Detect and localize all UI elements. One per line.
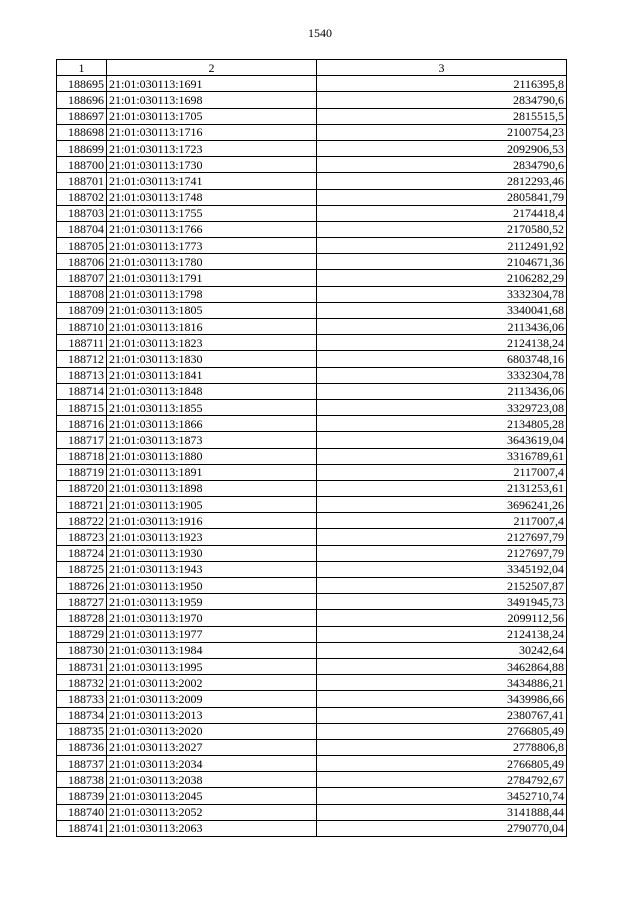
row-number-cell: 188700: [57, 157, 107, 173]
row-number-cell: 188712: [57, 351, 107, 367]
cadastral-number-cell: 21:01:030113:1748: [107, 189, 317, 205]
row-number-cell: 188725: [57, 561, 107, 577]
cadastral-number-cell: 21:01:030113:1970: [107, 610, 317, 626]
cadastral-number-cell: 21:01:030113:2063: [107, 820, 317, 836]
table-row: [57, 221, 567, 237]
value-cell: 3643619,04: [317, 432, 567, 448]
table-row: [57, 788, 567, 804]
table-row: [57, 497, 567, 513]
cadastral-number-cell: 21:01:030113:1798: [107, 286, 317, 302]
row-number-cell: 188727: [57, 594, 107, 610]
value-cell: 2127697,79: [317, 545, 567, 561]
table-row: [57, 545, 567, 561]
row-number-cell: 188726: [57, 578, 107, 594]
cadastral-number-cell: 21:01:030113:1841: [107, 367, 317, 383]
row-number-cell: 188723: [57, 529, 107, 545]
cadastral-number-cell: 21:01:030113:2002: [107, 675, 317, 691]
row-number-cell: 188699: [57, 140, 107, 156]
cadastral-number-cell: 21:01:030113:1873: [107, 432, 317, 448]
cadastral-number-cell: 21:01:030113:2045: [107, 788, 317, 804]
row-number-cell: 188720: [57, 480, 107, 496]
table-row: [57, 383, 567, 399]
cadastral-number-cell: 21:01:030113:1905: [107, 497, 317, 513]
table-row: [57, 140, 567, 156]
row-number-cell: 188735: [57, 723, 107, 739]
cadastral-number-cell: 21:01:030113:2009: [107, 691, 317, 707]
row-number-cell: 188717: [57, 432, 107, 448]
value-cell: 3439986,66: [317, 691, 567, 707]
table-row: [57, 254, 567, 270]
table-row: [57, 416, 567, 432]
row-number-cell: 188719: [57, 464, 107, 480]
value-cell: 2778806,8: [317, 739, 567, 755]
row-number-cell: 188715: [57, 399, 107, 415]
cadastral-number-cell: 21:01:030113:1723: [107, 140, 317, 156]
table-row: [57, 432, 567, 448]
cadastral-number-cell: 21:01:030113:1977: [107, 626, 317, 642]
table-row: [57, 92, 567, 108]
table-row: [57, 319, 567, 335]
table-row: [57, 351, 567, 367]
row-number-cell: 188728: [57, 610, 107, 626]
row-number-cell: 188714: [57, 383, 107, 399]
cadastral-number-cell: 21:01:030113:1691: [107, 76, 317, 92]
table-row: [57, 302, 567, 318]
table-row: [57, 124, 567, 140]
table-row: [57, 205, 567, 221]
cadastral-number-cell: 21:01:030113:1716: [107, 124, 317, 140]
value-cell: 2113436,06: [317, 319, 567, 335]
value-cell: 3332304,78: [317, 286, 567, 302]
cadastral-number-cell: 21:01:030113:1898: [107, 480, 317, 496]
value-cell: 2805841,79: [317, 189, 567, 205]
column-header-2: 2: [107, 60, 317, 76]
row-number-cell: 188696: [57, 92, 107, 108]
row-number-cell: 188734: [57, 707, 107, 723]
table-row: [57, 448, 567, 464]
value-cell: 3696241,26: [317, 497, 567, 513]
value-cell: 2106282,29: [317, 270, 567, 286]
cadastral-number-cell: 21:01:030113:1730: [107, 157, 317, 173]
value-cell: 3332304,78: [317, 367, 567, 383]
row-number-cell: 188702: [57, 189, 107, 205]
row-number-cell: 188704: [57, 221, 107, 237]
cadastral-number-cell: 21:01:030113:1855: [107, 399, 317, 415]
row-number-cell: 188731: [57, 658, 107, 674]
value-cell: 3329723,08: [317, 399, 567, 415]
cadastral-number-cell: 21:01:030113:1805: [107, 302, 317, 318]
row-number-cell: 188738: [57, 772, 107, 788]
cadastral-number-cell: 21:01:030113:1741: [107, 173, 317, 189]
cadastral-number-cell: 21:01:030113:1984: [107, 642, 317, 658]
table-row: [57, 610, 567, 626]
value-cell: 2124138,24: [317, 335, 567, 351]
value-cell: 2099112,56: [317, 610, 567, 626]
value-cell: 2104671,36: [317, 254, 567, 270]
row-number-cell: 188737: [57, 756, 107, 772]
table-row: [57, 238, 567, 254]
value-cell: 2170580,52: [317, 221, 567, 237]
cadastral-number-cell: 21:01:030113:1705: [107, 108, 317, 124]
value-cell: 3316789,61: [317, 448, 567, 464]
value-cell: 2124138,24: [317, 626, 567, 642]
table-row: [57, 480, 567, 496]
value-cell: 2834790,6: [317, 157, 567, 173]
row-number-cell: 188705: [57, 238, 107, 254]
cadastral-number-cell: 21:01:030113:1866: [107, 416, 317, 432]
cadastral-number-cell: 21:01:030113:2027: [107, 739, 317, 755]
cadastral-number-cell: 21:01:030113:1959: [107, 594, 317, 610]
value-cell: 2834790,6: [317, 92, 567, 108]
cadastral-number-cell: 21:01:030113:2013: [107, 707, 317, 723]
table-row: [57, 286, 567, 302]
table-row: [57, 367, 567, 383]
row-number-cell: 188695: [57, 76, 107, 92]
table-row: [57, 76, 567, 92]
value-cell: 2174418,4: [317, 205, 567, 221]
row-number-cell: 188713: [57, 367, 107, 383]
row-number-cell: 188701: [57, 173, 107, 189]
table-row: [57, 658, 567, 674]
value-cell: 2116395,8: [317, 76, 567, 92]
value-cell: 3141888,44: [317, 804, 567, 820]
cadastral-number-cell: 21:01:030113:2020: [107, 723, 317, 739]
value-cell: 2112491,92: [317, 238, 567, 254]
cadastral-number-cell: 21:01:030113:1923: [107, 529, 317, 545]
cadastral-number-cell: 21:01:030113:2038: [107, 772, 317, 788]
table-row: [57, 820, 567, 836]
cadastral-number-cell: 21:01:030113:1791: [107, 270, 317, 286]
cadastral-number-cell: 21:01:030113:1930: [107, 545, 317, 561]
value-cell: 3491945,73: [317, 594, 567, 610]
value-cell: 3345192,04: [317, 561, 567, 577]
table-row: [57, 335, 567, 351]
table-row: [57, 578, 567, 594]
cadastral-number-cell: 21:01:030113:2052: [107, 804, 317, 820]
row-number-cell: 188698: [57, 124, 107, 140]
value-cell: 2812293,46: [317, 173, 567, 189]
cadastral-number-cell: 21:01:030113:1995: [107, 658, 317, 674]
row-number-cell: 188708: [57, 286, 107, 302]
cadastral-number-cell: 21:01:030113:1830: [107, 351, 317, 367]
table-row: [57, 707, 567, 723]
value-cell: 2113436,06: [317, 383, 567, 399]
value-cell: 2815515,5: [317, 108, 567, 124]
table-row: [57, 108, 567, 124]
row-number-cell: 188741: [57, 820, 107, 836]
table-body: [57, 76, 567, 837]
table-row: [57, 739, 567, 755]
cadastral-value-table: [56, 59, 567, 837]
table-row: [57, 529, 567, 545]
column-header-1: 1: [57, 60, 107, 76]
table-row: [57, 675, 567, 691]
row-number-cell: 188703: [57, 205, 107, 221]
table-row: [57, 561, 567, 577]
row-number-cell: 188697: [57, 108, 107, 124]
table-row: [57, 804, 567, 820]
cadastral-number-cell: 21:01:030113:1848: [107, 383, 317, 399]
value-cell: 30242,64: [317, 642, 567, 658]
row-number-cell: 188711: [57, 335, 107, 351]
row-number-cell: 188710: [57, 319, 107, 335]
value-cell: 2134805,28: [317, 416, 567, 432]
value-cell: 2131253,61: [317, 480, 567, 496]
value-cell: 2766805,49: [317, 723, 567, 739]
cadastral-number-cell: 21:01:030113:1816: [107, 319, 317, 335]
page-number: 1540: [308, 26, 332, 40]
row-number-cell: 188740: [57, 804, 107, 820]
cadastral-number-cell: 21:01:030113:1891: [107, 464, 317, 480]
value-cell: 2117007,4: [317, 513, 567, 529]
table-row: [57, 513, 567, 529]
cadastral-number-cell: 21:01:030113:1773: [107, 238, 317, 254]
row-number-cell: 188724: [57, 545, 107, 561]
row-number-cell: 188732: [57, 675, 107, 691]
cadastral-number-cell: 21:01:030113:2034: [107, 756, 317, 772]
row-number-cell: 188730: [57, 642, 107, 658]
row-number-cell: 188729: [57, 626, 107, 642]
row-number-cell: 188716: [57, 416, 107, 432]
value-cell: 2790770,04: [317, 820, 567, 836]
row-number-cell: 188722: [57, 513, 107, 529]
row-number-cell: 188718: [57, 448, 107, 464]
table-row: [57, 723, 567, 739]
table-row: [57, 594, 567, 610]
table-row: [57, 270, 567, 286]
value-cell: 3462864,88: [317, 658, 567, 674]
cadastral-number-cell: 21:01:030113:1823: [107, 335, 317, 351]
cadastral-number-cell: 21:01:030113:1916: [107, 513, 317, 529]
cadastral-number-cell: 21:01:030113:1780: [107, 254, 317, 270]
cadastral-number-cell: 21:01:030113:1880: [107, 448, 317, 464]
row-number-cell: 188707: [57, 270, 107, 286]
cadastral-number-cell: 21:01:030113:1950: [107, 578, 317, 594]
table-row: [57, 691, 567, 707]
row-number-cell: 188733: [57, 691, 107, 707]
table-row: [57, 756, 567, 772]
value-cell: 3452710,74: [317, 788, 567, 804]
value-cell: 6803748,16: [317, 351, 567, 367]
row-number-cell: 188709: [57, 302, 107, 318]
table-header-row: [57, 60, 567, 76]
value-cell: 2092906,53: [317, 140, 567, 156]
table-row: [57, 189, 567, 205]
row-number-cell: 188706: [57, 254, 107, 270]
value-cell: 2152507,87: [317, 578, 567, 594]
cadastral-number-cell: 21:01:030113:1755: [107, 205, 317, 221]
value-cell: 2117007,4: [317, 464, 567, 480]
table-row: [57, 642, 567, 658]
column-header-3: 3: [317, 60, 567, 76]
value-cell: 2380767,41: [317, 707, 567, 723]
value-cell: 2784792,67: [317, 772, 567, 788]
table-row: [57, 157, 567, 173]
value-cell: 2127697,79: [317, 529, 567, 545]
cadastral-number-cell: 21:01:030113:1943: [107, 561, 317, 577]
cadastral-number-cell: 21:01:030113:1698: [107, 92, 317, 108]
row-number-cell: 188736: [57, 739, 107, 755]
value-cell: 3434886,21: [317, 675, 567, 691]
cadastral-number-cell: 21:01:030113:1766: [107, 221, 317, 237]
table-row: [57, 464, 567, 480]
value-cell: 2766805,49: [317, 756, 567, 772]
value-cell: 3340041,68: [317, 302, 567, 318]
row-number-cell: 188721: [57, 497, 107, 513]
table-row: [57, 399, 567, 415]
value-cell: 2100754,23: [317, 124, 567, 140]
table-row: [57, 772, 567, 788]
table-row: [57, 626, 567, 642]
table-row: [57, 173, 567, 189]
row-number-cell: 188739: [57, 788, 107, 804]
